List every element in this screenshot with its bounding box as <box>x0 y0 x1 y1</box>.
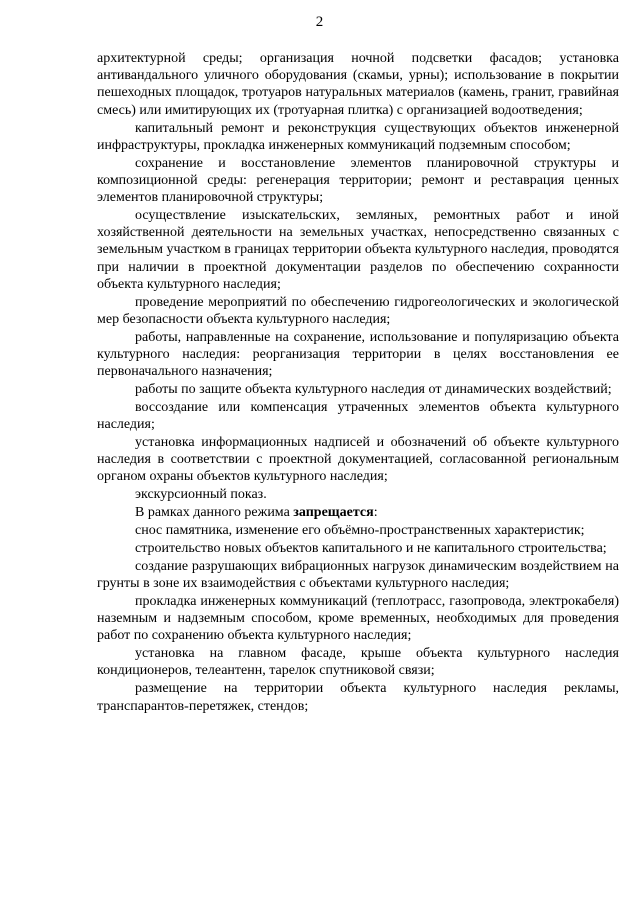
prohibited-item: установка на главном фасаде, крыше объекта культурного наследия кондиционеров, телеантенн, тарелок спутниковой связи; <box>97 646 619 679</box>
paragraph: установка информационных надписей и обозначений об объекте культурного наследия в соответствии с проектной документацией, согласованной региональным органом охраны объектов культурного наследия; <box>97 434 619 485</box>
paragraph: работы по защите объекта культурного наследия от динамических воздействий; <box>135 381 612 397</box>
paragraph: экскурсионный показ. <box>135 487 267 503</box>
paragraph: капитальный ремонт и реконструкция существующих объектов инженерной инфраструктуры, прокладка инженерных коммуникаций подземным способом; <box>97 120 619 153</box>
prohibition-intro-suffix: : <box>373 505 378 521</box>
paragraph: сохранение и восстановление элементов планировочной структуры и композиционной среды: регенерация территории; ремонт и реставрация ценных элементов планировочной структуры; <box>97 155 619 205</box>
paragraph: архитектурной среды; организация ночной подсветки фасадов; установка антивандального уличного оборудования (скамьи, урны); использование в покрытии пешеходных площадок, тротуаров натуральных материалов (камень, гранит, гравийная смесь) или имитирующих их (тротуарная плитка) с организацией водоотведения; <box>97 51 619 118</box>
prohibition-intro <box>97 504 619 521</box>
document-body <box>97 50 619 715</box>
prohibited-item: размещение на территории объекта культурного наследия рекламы, транспарантов-перетяжек, стендов; <box>97 681 619 714</box>
paragraph: работы, направленные на сохранение, использование и популяризацию объекта культурного наследия: реорганизация территории в целях восстановления ее первоначального назначения; <box>97 329 619 380</box>
prohibited-item: строительство новых объектов капитального и не капитального строительства; <box>135 540 607 556</box>
prohibited-item: создание разрушающих вибрационных нагрузок динамическим воздействием на грунты в зоне их взаимодействия с объектами культурного наследия; <box>97 558 619 592</box>
prohibited-item: прокладка инженерных коммуникаций (теплотрасс, газопровода, электрокабеля) наземным и надземным способом, кроме временных, необходимых для проведения работ по сохранению объекта культурного наследия; <box>97 593 619 644</box>
page-number: 2 <box>315 14 324 30</box>
paragraph: проведение мероприятий по обеспечению гидрогеологических и экологической мер безопасности объекта культурного наследия; <box>97 294 619 327</box>
prohibition-intro-prefix: В рамках данного режима <box>135 505 294 521</box>
paragraph: воссоздание или компенсация утраченных элементов объекта культурного наследия; <box>97 399 619 433</box>
paragraph: осуществление изыскательских, земляных, ремонтных работ и иной хозяйственной деятельности на земельных участках, непосредственно связанных с земельным участком в границах территории объекта культурного наследия, проводятся при наличии в проектной документации разделов по обеспечению сохранности объекта культурного наследия; <box>97 207 619 292</box>
prohibition-keyword: запрещается <box>293 505 374 521</box>
prohibited-item: снос памятника, изменение его объёмно-пространственных характеристик; <box>135 523 585 539</box>
